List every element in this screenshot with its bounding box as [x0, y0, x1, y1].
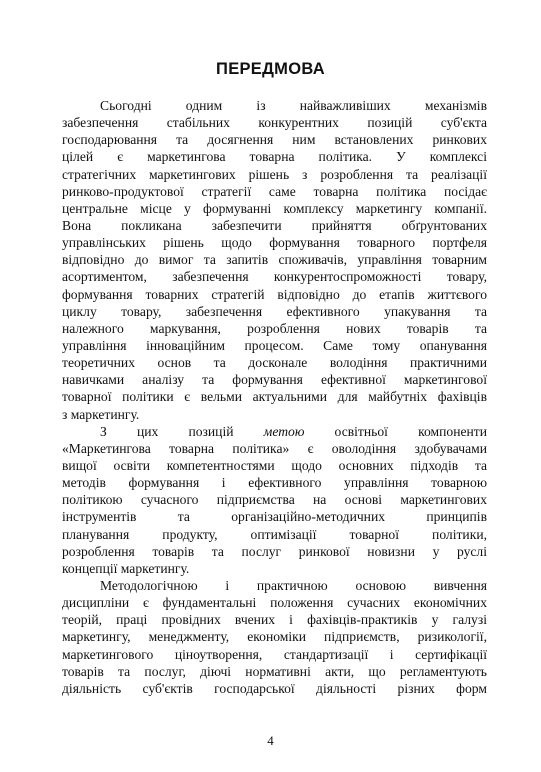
- text-line: Сьогодні одним із найважливіших механізмів: [100, 98, 487, 113]
- text-line: маркетингового ціноутворення, стандартизації і сертифікації: [62, 646, 487, 662]
- text-line: теорій, праці провідних вчених і фахівців-практиків у галузі: [62, 612, 487, 628]
- text-fragment: освітньої компоненти: [304, 423, 487, 439]
- text-line: навичками аналізу та формування ефективної маркетингової: [62, 372, 487, 388]
- text-line: вищої освіти компетентностями щодо основних підходів та: [62, 457, 487, 473]
- text-line: концепції маркетингу.: [62, 560, 190, 576]
- text-line: [62, 423, 487, 440]
- text-line: управління інноваційним процесом. Саме тому опанування: [62, 337, 487, 353]
- text-line: належного маркування, розроблення нових товарів та: [62, 320, 487, 336]
- text-line: Методологічною і практичною основою вивчення: [100, 577, 487, 593]
- page-number: 4: [267, 733, 274, 748]
- text-line: теоретичних основ та досконале володіння практичними: [62, 355, 487, 371]
- text-line: з маркетингу.: [62, 406, 140, 422]
- text-line: цілей є маркетингова товарна політика. У комплексі: [62, 149, 487, 165]
- text-line: господарювання та досягнення ним встановлених ринкових: [62, 132, 487, 148]
- text-line: товарної політики є вельми актуальними для майбутніх фахівців: [62, 389, 487, 405]
- text-line: маркетингу, менеджменту, економіки підприємств, ризикології,: [62, 629, 487, 645]
- text-line: методів формування і ефективного управління товарною: [62, 475, 487, 491]
- text-line: відповідно до вимог та запитів споживачів, управління товарним: [62, 252, 487, 268]
- emphasis-term: метою: [263, 423, 305, 439]
- text-line: циклу товару, забезпечення ефективного упакування та: [62, 303, 487, 319]
- paragraph-1: [62, 97, 487, 423]
- text-line: планування продукту, оптимізації товарної політики,: [62, 526, 487, 542]
- text-line: Вона покликана забезпечити прийняття обґрунтованих: [62, 217, 487, 233]
- text-line: управлінських рішень щодо формування товарного портфеля: [62, 235, 487, 251]
- paragraph-3: [62, 577, 487, 697]
- text-line: політикою сучасного підприємства на основі маркетингових: [62, 492, 487, 508]
- text-line: інструментів та організаційно-методичних принципів: [62, 509, 487, 525]
- text-line: діяльність суб'єктів господарської діяльності різних форм: [62, 680, 487, 696]
- text-line: центральне місце у формуванні комплексу маркетингу компанії.: [62, 200, 487, 216]
- text-line: забезпечення стабільних конкурентних позицій суб'єкта: [62, 115, 487, 131]
- text-line: асортиментом, забезпечення конкурентоспроможності товару,: [62, 269, 487, 285]
- text-line: дисципліни є фундаментальні положення сучасних економічних: [62, 595, 487, 611]
- text-line: ринково-продуктової стратегії саме товарна політика посідає: [62, 183, 487, 199]
- paragraph-2: [62, 423, 487, 577]
- text-fragment: З цих позицій: [100, 423, 264, 439]
- body-text: [62, 97, 487, 697]
- text-line: «Маркетингова товарна політика» є оволодіння здобувачами: [62, 440, 487, 456]
- text-line: формування товарних стратегій відповідно до етапів життєвого: [62, 286, 487, 302]
- text-line: розроблення товарів та послуг ринкової новизни у руслі: [62, 543, 487, 559]
- page-title: ПЕРЕДМОВА: [216, 60, 325, 78]
- text-line: стратегічних маркетингових рішень з розроблення та реалізації: [62, 166, 487, 182]
- text-line: товарів та послуг, діючі нормативні акти, що регламентують: [62, 663, 487, 679]
